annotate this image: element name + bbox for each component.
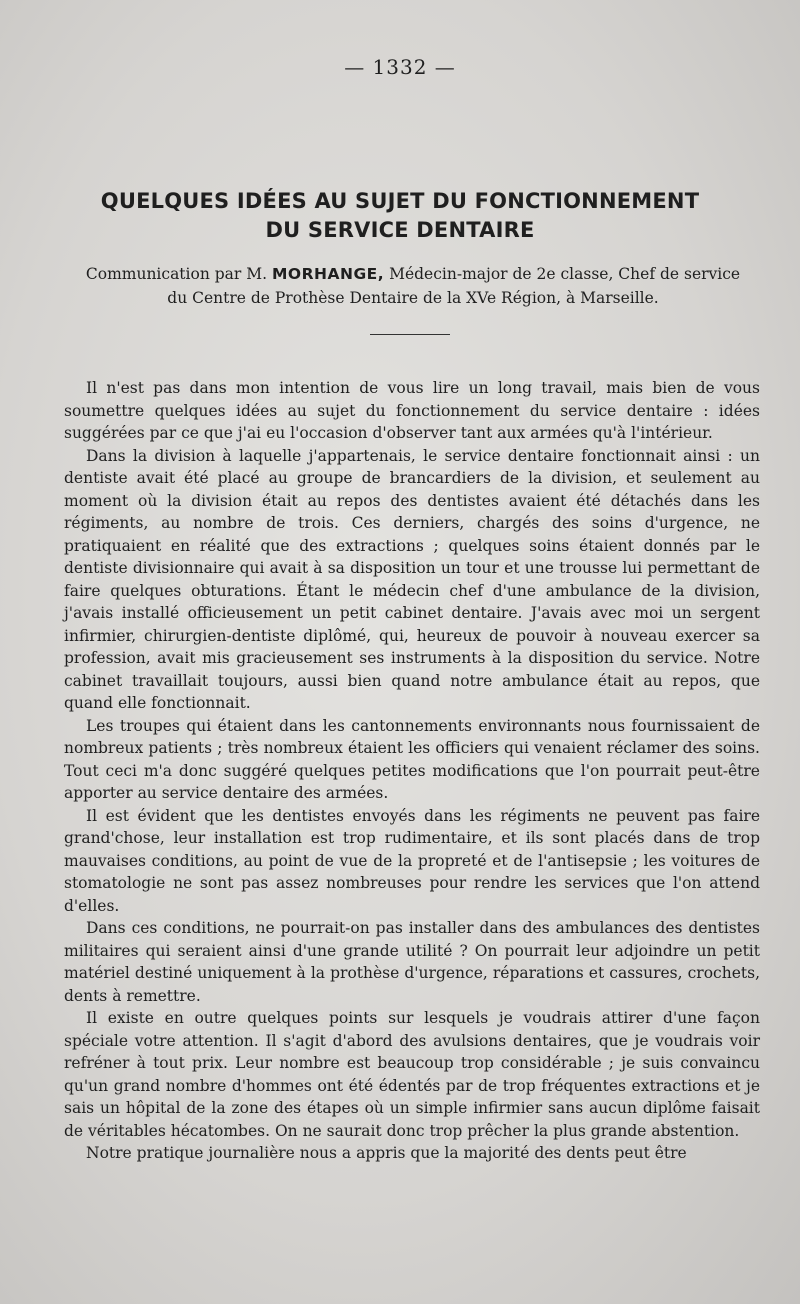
page-number: — 1332 —	[344, 55, 456, 79]
article-title-line-2: DU SERVICE DENTAIRE	[265, 218, 535, 242]
paragraph-3: Les troupes qui étaient dans les cantonnements environnants nous fournissaient de nombreux patients ; très nombreux étaient les officiers qui venaient réclamer des soins. Tout ceci m'a donc suggéré quelques petites modifications que l'on pourrait peut-être apporter au service dentaire des armées.	[64, 716, 760, 802]
paragraph-6: Il existe en outre quelques points sur lesquels je voudrais attirer d'une façon spéciale votre attention. Il s'agit d'abord des avulsions dentaires, que je voudrais voir refréner à tout prix. Leur nombre est beaucoup trop considérable ; je suis convaincu qu'un grand nombre d'hommes ont été édentés par de trop fréquentes extractions et je sais un hôpital de la zone des étapes où un simple infirmier sans aucun diplôme faisait de véritables hécatombes. On ne saurait donc trop prêcher la plus grande abstention.	[64, 1009, 760, 1140]
paragraph-7: Notre pratique journalière nous a appris que la majorité des dents peut être	[86, 1144, 687, 1162]
article-body	[64, 377, 760, 1165]
paragraph-2: Dans la division à laquelle j'appartenais, le service dentaire fonctionnait ainsi : un dentiste avait été placé au groupe de brancardiers de la division, et seulement au moment où la division était au repos des dentistes avaient été détachés dans les régiments, au nombre de trois. Ces derniers, chargés des soins d'urgence, ne pratiquaient en réalité que des extractions ; quelques soins étaient donnés par le dentiste divisionnaire qui avait à sa disposition un tour et une trousse lui permettant de faire quelques obturations. Étant le médecin chef d'une ambulance de la division, j'avais installé officieusement un petit cabinet dentaire. J'avais avec moi un sergent infirmier, chirurgien-dentiste diplômé, qui, heureux de pouvoir à nouveau exercer sa profession, avait mis gracieusement ses instruments à la disposition du service. Notre cabinet travaillait toujours, aussi bien quand notre ambulance était au repos, que quand elle fonctionnait.	[64, 446, 760, 712]
article-title-line-1: QUELQUES IDÉES AU SUJET DU FONCTIONNEMENT	[100, 189, 700, 213]
byline-location: du Centre de Prothèse Dentaire de la XVe Région, à Marseille.	[167, 289, 659, 307]
article-title	[60, 187, 740, 245]
author-name: MORHANGE,	[271, 265, 385, 283]
paragraph-4: Il est évident que les dentistes envoyés dans les régiments ne peuvent pas faire grand'chose, leur installation est trop rudimentaire, et ils sont placés dans de trop mauvaises conditions, au point de vue de la propreté et de l'antisepsie ; les voitures de stomatologie ne sont pas assez nombreuses pour rendre les services que l'on attend d'elles.	[64, 806, 760, 915]
byline-affiliation: Médecin-major de 2e classe, Chef de service	[389, 265, 741, 283]
byline-prefix: Communication par M.	[85, 265, 268, 283]
byline	[58, 262, 768, 310]
paragraph-1: Il n'est pas dans mon intention de vous lire un long travail, mais bien de vous soumettre quelques idées au sujet du fonctionnement du service dentaire : idées suggérées par ce que j'ai eu l'occasion d'observer tant aux armées qu'à l'intérieur.	[64, 379, 760, 442]
section-divider	[370, 334, 450, 335]
paragraph-5: Dans ces conditions, ne pourrait-on pas installer dans des ambulances des dentistes militaires qui seraient ainsi d'une grande utilité ? On pourrait leur adjoindre un petit matériel destiné uniquement à la prothèse d'urgence, réparations et cassures, crochets, dents à remettre.	[64, 919, 760, 1005]
